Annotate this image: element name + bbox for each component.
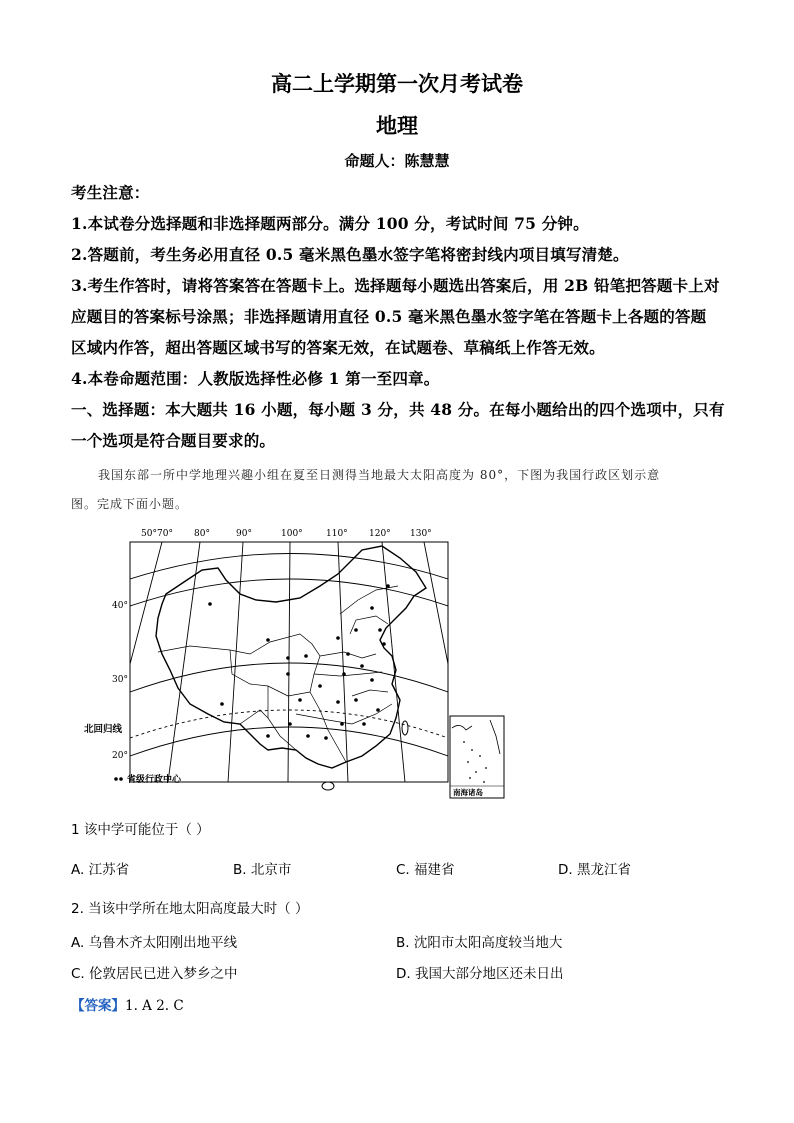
exam-title: 高二上学期第一次月考试卷: [271, 71, 523, 96]
notes-heading: 考生注意：: [71, 183, 150, 202]
q1-option-a: A. 江苏省: [71, 862, 130, 878]
question-2-stem: 2. 当该中学所在地太阳高度最大时（ ）: [71, 901, 309, 917]
lat-label: 40°: [112, 601, 128, 611]
note-item: 1.本试卷分选择题和非选择题两部分。满分 100 分，考试时间 75 分钟。: [71, 214, 589, 233]
map-legend: [114, 773, 182, 785]
lon-label: 130°: [410, 529, 432, 539]
lon-label: 120°: [369, 529, 391, 539]
south-sea-inset: [450, 716, 504, 798]
q2-option-a: A. 乌鲁木齐太阳刚出地平线: [71, 935, 238, 951]
author-line: 命题人：陈慧慧: [344, 152, 450, 170]
lat-label: 30°: [112, 675, 128, 685]
material-intro: 我国东部一所中学地理兴趣小组在夏至日测得当地最大太阳高度为 80°，下图为我国行政区划示意: [98, 468, 661, 482]
legend-label: 省级行政中心: [127, 775, 182, 785]
q1-option-b: B. 北京市: [233, 862, 292, 878]
note-item: 2.答题前，考生务必用直径 0.5 毫米黑色墨水签字笔将密封线内项目填写清楚。: [71, 245, 629, 264]
lon-label: 100°: [281, 529, 303, 539]
lon-label: 70°: [157, 529, 173, 539]
q2-option-c: C. 伦敦居民已进入梦乡之中: [71, 966, 238, 982]
note-item: 应题目的答案标号涂黑；非选择题请用直径 0.5 毫米黑色墨水签字笔在答题卡上各题的答题: [71, 307, 707, 326]
lon-label: 90°: [236, 529, 252, 539]
lat-label: 20°: [112, 751, 128, 761]
q1-option-c: C. 福建省: [396, 862, 455, 878]
note-item: 区域内作答，超出答题区域书写的答案无效，在试题卷、草稿纸上作答无效。: [71, 338, 605, 357]
hainan-island: [322, 782, 334, 790]
inset-label: 南海诸岛: [453, 788, 483, 797]
note-item: 3.考生作答时，请将答案答在答题卡上。选择题每小题选出答案后，用 2B 铅笔把答题卡上对: [71, 276, 720, 295]
material-intro-cont: 图。完成下面小题。: [71, 497, 189, 511]
q2-option-b: B. 沈阳市太阳高度较当地大: [396, 935, 563, 951]
china-admin-map: [84, 524, 510, 800]
answer-tag: 【答案】: [71, 998, 125, 1014]
lon-label: 80°: [194, 529, 210, 539]
lon-label: 110°: [326, 529, 348, 539]
lon-label: 50°: [141, 529, 157, 539]
tropic-label: 北回归线: [84, 724, 123, 735]
q2-option-d: D. 我国大部分地区还未日出: [396, 966, 564, 982]
section-heading-cont: 一个选项是符合题目要求的。: [71, 431, 276, 450]
section-heading: 一、选择题：本大题共 16 小题，每小题 3 分，共 48 分。在每小题给出的四个选项中，只有: [71, 400, 725, 419]
q1-option-d: D. 黑龙江省: [558, 862, 631, 878]
note-item: 4.本卷命题范围：人教版选择性必修 1 第一至四章。: [71, 369, 440, 388]
question-1-stem: 1 该中学可能位于（ ）: [71, 822, 210, 838]
subject-title: 地理: [376, 113, 418, 138]
answer-text: 1. A 2. C: [125, 998, 184, 1014]
answer-line: [71, 994, 184, 1014]
